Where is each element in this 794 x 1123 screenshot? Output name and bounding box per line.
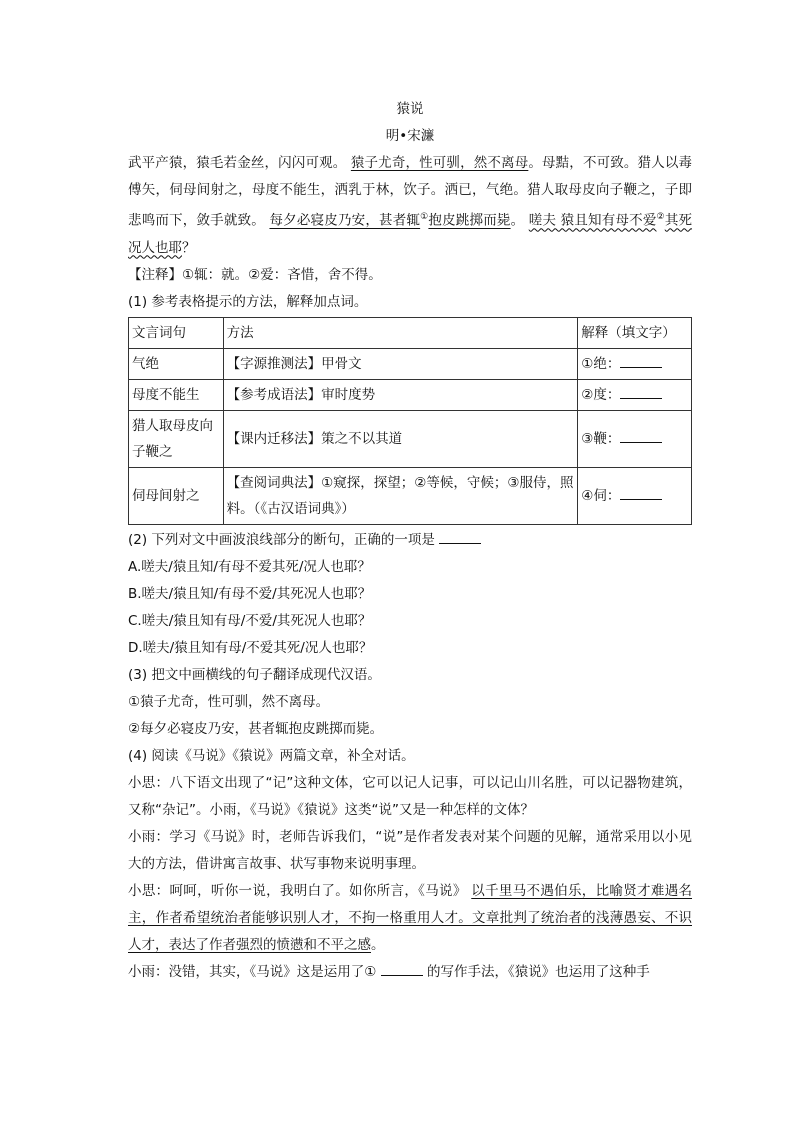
table-header-cell: 解释（填文字） [578, 317, 692, 348]
answer-cell [578, 410, 692, 467]
option-a[interactable]: A.嗟夫/猿且知/有母不爱其死/况人也耶？ [128, 558, 371, 575]
translate-item-1: ①猿子尤奇，性可驯，然不离母。 [128, 693, 330, 710]
passage-title: 猿说 [396, 101, 424, 117]
option-c[interactable]: C.嗟夫/猿且知有母/不爱/其死况人也耶？ [128, 612, 372, 629]
method-cell: 【字源推测法】甲骨文 [223, 348, 578, 379]
footnote-marker-2: ② [656, 212, 665, 222]
answer-blank[interactable] [439, 531, 481, 544]
table-row [129, 467, 692, 524]
underlined-sentence-2b: 抱皮跳掷而毙 [428, 212, 511, 229]
answer-label: ①绝： [581, 355, 621, 372]
passage-segment: 。 [510, 212, 529, 229]
footnote-marker-1: ① [420, 212, 429, 222]
answer-blank[interactable] [620, 355, 662, 368]
wavy-sentence-b: 其死况人也耶 [128, 212, 693, 256]
option-b[interactable]: B.嗟夫/猿且知/有母不爱/其死况人也耶？ [128, 585, 372, 602]
passage-segment: ？ [182, 239, 196, 256]
passage-text [128, 150, 692, 262]
document-page [128, 96, 692, 986]
answer-cell [578, 467, 692, 524]
passage-author: 明•宋濂 [385, 128, 435, 144]
question-4-prompt: (4) 阅读《马说》《猿说》两篇文章，补全对话。 [128, 747, 415, 764]
phrase-cell: 伺母间射之 [129, 467, 224, 524]
answer-blank[interactable] [381, 963, 423, 976]
table-header-row [129, 317, 692, 348]
dialogue-text: 的写作手法，《猿说》也运用了这种手 [422, 963, 650, 980]
answer-label: ③鞭： [581, 430, 621, 447]
method-cell: 【课内迁移法】策之不以其道 [223, 410, 578, 467]
table-row [129, 379, 692, 410]
phrase-cell: 猎人取母皮向子鞭之 [129, 410, 224, 467]
phrase-cell: 母度不能生 [129, 379, 224, 410]
passage-segment: 武平产猿，猿毛若金丝，闪闪可观。 [128, 155, 351, 171]
answer-label: ④伺： [581, 487, 621, 504]
question-2-prompt [128, 527, 692, 554]
dialogue-text: 小思：呵呵，听你一说，我明白了。如你所言，《马说》 [128, 882, 472, 899]
question-1-prompt: (1) 参考表格提示的方法，解释加点词。 [128, 293, 368, 310]
answer-cell [578, 348, 692, 379]
underlined-dialogue: 以千里马不遇伯乐，比喻贤才难遇名主，作者希望统治者能够识别人才，不拘一格重用人才。文章批判了统治者的浅薄愚妄、不识人才，表达了作者强烈的愤懑和不平之感 [128, 882, 693, 953]
wavy-sentence-a: 嗟夫 猿且知有母不爱 [528, 212, 657, 229]
answer-blank[interactable] [620, 386, 662, 399]
underlined-sentence-2a: 每夕必寝皮乃安，甚者辄 [269, 212, 421, 229]
dialogue-line-2: 小雨：学习《马说》时，老师告诉我们，“说”是作者发表对某个问题的见解，通常采用以小见大的方法，借讲寓言故事、状写事物来说明事理。 [128, 828, 692, 872]
dialogue-line-4 [128, 959, 692, 986]
annotation-note: 【注释】①辄：就。②爱：吝惜，舍不得。 [128, 266, 382, 283]
method-cell: 【参考成语法】审时度势 [223, 379, 578, 410]
answer-label: ②度： [581, 386, 621, 403]
table-header-cell: 文言词句 [129, 317, 224, 348]
answer-blank[interactable] [620, 430, 662, 443]
option-d[interactable]: D.嗟夫/猿且知有母/不爱其死/况人也耶？ [128, 639, 373, 656]
table-row [129, 348, 692, 379]
table-header-cell: 方法 [223, 317, 578, 348]
dialogue-text: 小雨：没错，其实，《马说》这是运用了① [128, 963, 381, 980]
method-cell: 【查阅词典法】①窥探，探望；②等候，守候；③服侍，照料。（《古汉语词典》） [223, 467, 578, 524]
passage-segment: 。母黠，不可致。猎人以毒傅矢，伺母间射之，母度不能生，洒乳于林，饮子。洒已，气绝。猎人取母皮向子鞭之，子即悲鸣而下，敛手就致。 [128, 155, 693, 229]
translate-item-2: ②每夕必寝皮乃安，甚者辄抱皮跳掷而毙。 [128, 720, 384, 737]
table-row [129, 410, 692, 467]
dialogue-line-1: 小思：八下语文出现了“记”这种文体，它可以记人记事，可以记山川名胜，可以记器物建筑，又称“杂记”。小雨，《马说》《猿说》这类“说”又是一种怎样的文体？ [128, 774, 692, 818]
underlined-sentence-1: 猿子尤奇，性可驯，然不离母 [350, 155, 529, 171]
vocab-table [128, 317, 692, 525]
dialogue-text: 。 [371, 936, 385, 953]
question-3-prompt: (3) 把文中画横线的句子翻译成现代汉语。 [128, 666, 381, 683]
phrase-cell: 气绝 [129, 348, 224, 379]
answer-blank[interactable] [620, 487, 662, 500]
answer-cell [578, 379, 692, 410]
question-2-text: (2) 下列对文中画波浪线部分的断句，正确的一项是 [128, 531, 440, 548]
dialogue-line-3 [128, 878, 692, 959]
